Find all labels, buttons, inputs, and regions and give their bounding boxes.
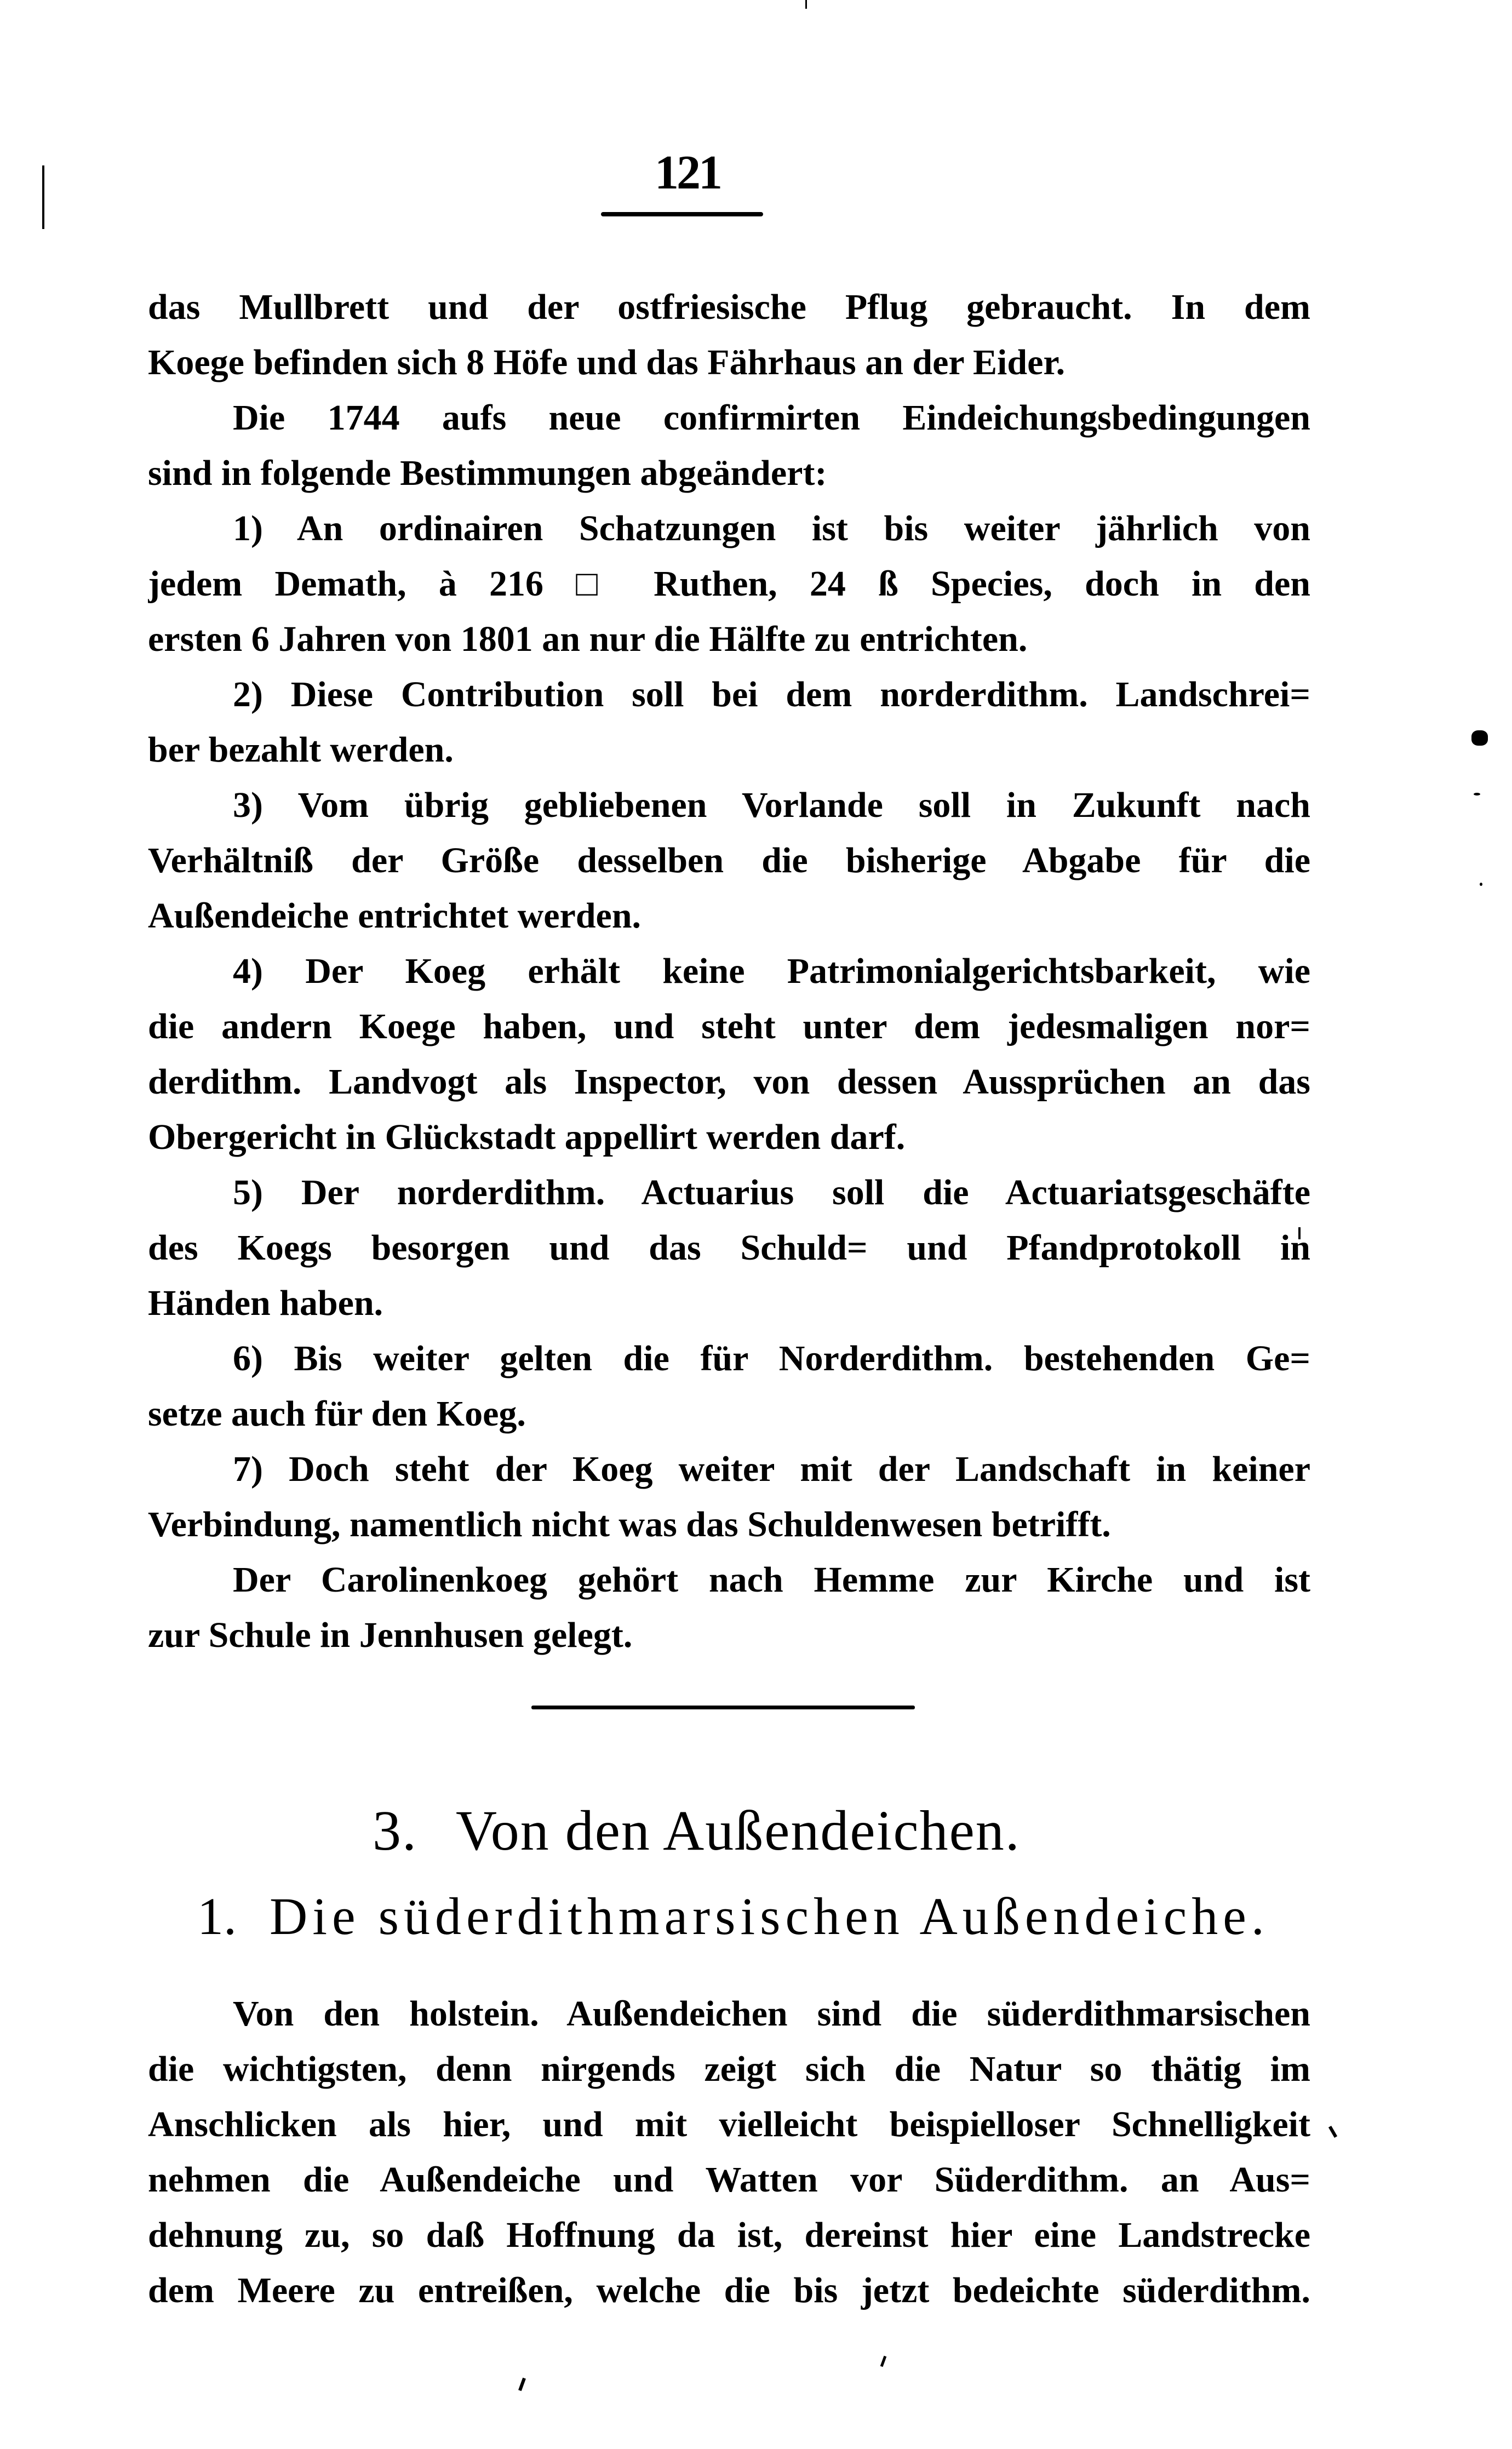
text-line: das Mullbrett und der ostfriesische Pflug gebraucht. In dem	[148, 287, 1310, 327]
section-title: Von den Außendeichen.	[456, 1799, 1021, 1862]
text-line: Koege befinden sich 8 Höfe und das Fährhaus an der Eider.	[148, 342, 1066, 382]
text-line: Die 1744 aufs neue confirmirten Eindeichungsbedingungen	[233, 398, 1310, 438]
text-line: Der Carolinenkoeg gehört nach Hemme zur Kirche und ist	[233, 1560, 1310, 1600]
page-number: 121	[655, 146, 720, 199]
text-line: Außendeiche entrichtet werden.	[148, 896, 642, 936]
section-divider	[531, 1706, 915, 1709]
text-line: Obergericht in Glückstadt appellirt werden darf.	[148, 1117, 906, 1157]
text-line: des Koegs besorgen und das Schuld= und Pfandprotokoll in	[148, 1228, 1310, 1268]
header-rule	[601, 212, 763, 216]
list-item-1: 1) An ordinairen Schatzungen ist bis weiter jährlich von	[233, 508, 1310, 548]
section-text	[148, 1986, 1310, 2318]
text-line: Anschlicken als hier, und mit vielleicht beispielloser Schnelligkeit	[148, 2104, 1310, 2144]
text-line: ber bezahlt werden.	[148, 730, 454, 770]
text-line: Von den holstein. Außendeichen sind die süderdithmarsischen	[233, 1994, 1310, 2034]
body-text	[148, 279, 1310, 1663]
section-heading	[373, 1799, 1021, 1862]
text-line: Händen haben.	[148, 1283, 383, 1323]
text-line: derdithm. Landvogt als Inspector, von dessen Aussprüchen an das	[148, 1062, 1310, 1102]
list-item-6: 6) Bis weiter gelten die für Norderdithm. bestehenden Ge=	[233, 1338, 1310, 1378]
text-line: Verbindung, namentlich nicht was das Schuldenwesen betrifft.	[148, 1504, 1111, 1544]
text-line: setze auch für den Koeg.	[148, 1394, 526, 1434]
list-item-3: 3) Vom übrig gebliebenen Vorlande soll in Zukunft nach	[233, 785, 1310, 825]
text-line: dehnung zu, so daß Hoffnung da ist, dereinst hier eine Landstrecke	[148, 2215, 1310, 2255]
list-item-5: 5) Der norderdithm. Actuarius soll die Actuariatsgeschäfte	[233, 1172, 1310, 1212]
scan-speck	[1474, 793, 1480, 796]
list-item-2: 2) Diese Contribution soll bei dem norderdithm. Landschrei=	[233, 674, 1310, 714]
scan-speck	[1471, 730, 1488, 746]
text-line: zur Schule in Jennhusen gelegt.	[148, 1615, 633, 1655]
subsection-number: 1.	[197, 1887, 237, 1946]
scan-speck	[805, 0, 807, 9]
scan-margin-mark	[42, 165, 44, 229]
text-line: dem Meere zu entreißen, welche die bis jetzt bedeichte süderdithm.	[148, 2270, 1310, 2310]
list-item-4: 4) Der Koeg erhält keine Patrimonialgerichtsbarkeit, wie	[233, 951, 1310, 991]
subsection-heading	[197, 1887, 1269, 1946]
scan-speck	[1328, 2126, 1337, 2138]
text-line: ersten 6 Jahren von 1801 an nur die Hälfte zu entrichten.	[148, 619, 1028, 659]
list-item-7: 7) Doch steht der Koeg weiter mit der Landschaft in keiner	[233, 1449, 1310, 1489]
scan-speck	[518, 2378, 526, 2391]
scan-speck	[1480, 883, 1482, 886]
section-number: 3.	[373, 1799, 417, 1862]
text-line: die andern Koege haben, und steht unter dem jedesmaligen nor=	[148, 1006, 1310, 1046]
subsection-title: Die süderdithmarsischen Außendeiche.	[270, 1887, 1269, 1946]
text-line: Verhältniß der Größe desselben die bisherige Abgabe für die	[148, 840, 1310, 880]
scan-speck	[880, 2356, 887, 2367]
text-line: die wichtigsten, denn nirgends zeigt sich die Natur so thätig im	[148, 2049, 1310, 2089]
text-line: jedem Demath, à 216 □ Ruthen, 24 ß Species, doch in den	[148, 564, 1310, 604]
text-line: sind in folgende Bestimmungen abgeändert:	[148, 453, 827, 493]
text-line: nehmen die Außendeiche und Watten vor Süderdithm. an Aus=	[148, 2160, 1310, 2200]
